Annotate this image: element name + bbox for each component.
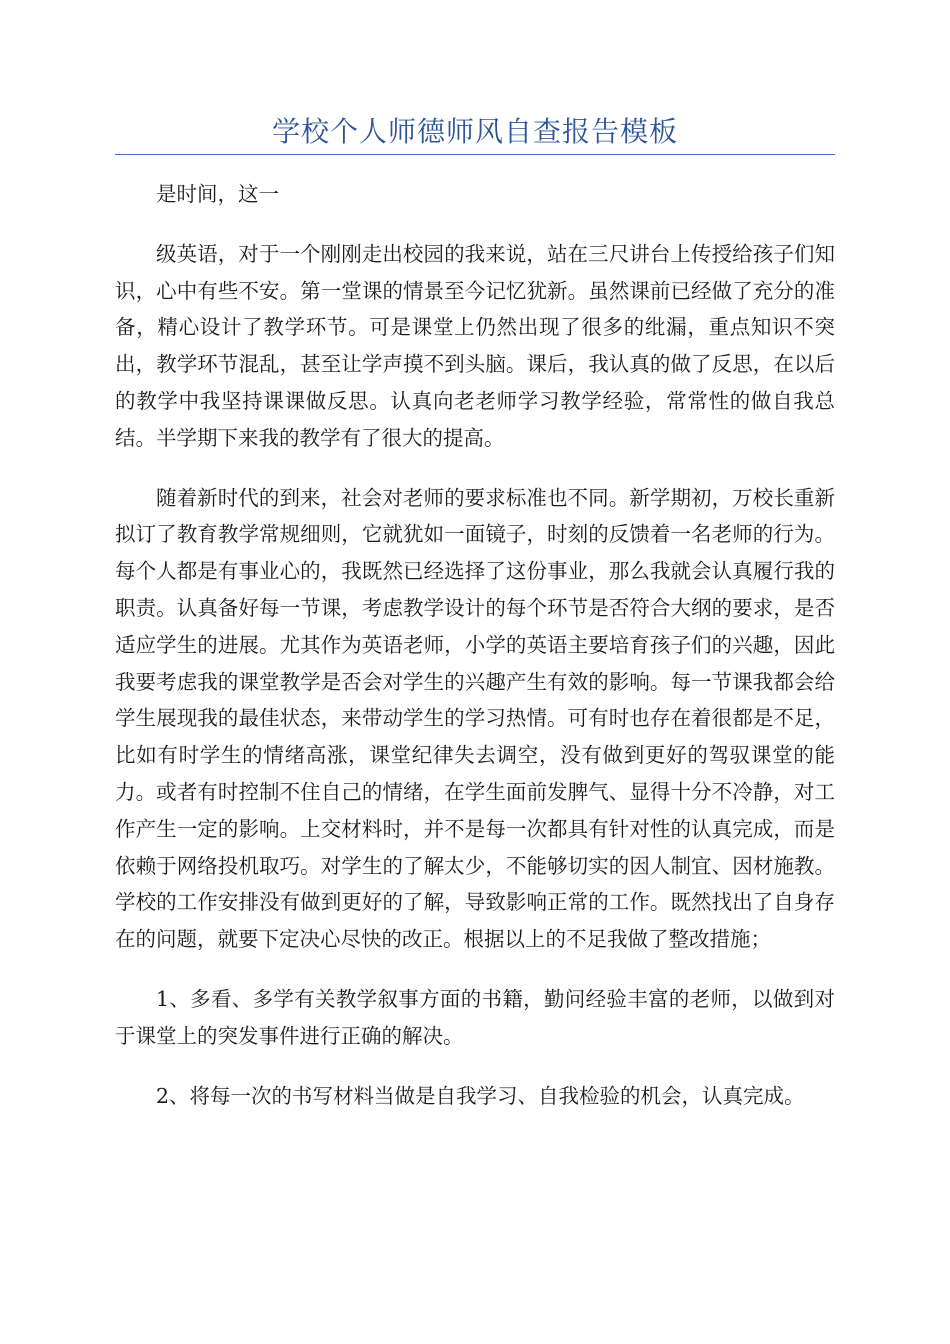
document-body [115, 176, 835, 1137]
paragraph-intro: 是时间，这一 [156, 182, 279, 206]
paragraph-self-review: 随着新时代的到来，社会对老师的要求标准也不同。新学期初，万校长重新拟订了教育教学常规细则，它就犹如一面镜子，时刻的反馈着一名老师的行为。每个人都是有事业心的，我既然已经选择了这份事业，那么我就会认真履行我的职责。认真备好每一节课，考虑教学设计的每个环节是否符合大纲的要求，是否适应学生的进展。尤其作为英语老师，小学的英语主要培育孩子们的兴趣，因此我要考虑我的课堂教学是否会对学生的兴趣产生有效的影响。每一节课我都会给学生展现我的最佳状态，来带动学生的学习热情。可有时也存在着很都是不足，比如有时学生的情绪高涨，课堂纪律失去调空，没有做到更好的驾驭课堂的能力。或者有时控制不住自己的情绪，在学生面前发脾气、显得十分不冷静，对工作产生一定的影响。上交材料时，并不是每一次都具有针对性的认真完成，而是依赖于网络投机取巧。对学生的了解太少，不能够切实的因人制宜、因材施教。学校的工作安排没有做到更好的了解，导致影响正常的工作。既然找出了自身存在的问题，就要下定决心尽快的改正。根据以上的不足我做了整改措施； [115, 485, 835, 952]
paragraph-measure-2: 2、将每一次的书写材料当做是自我学习、自我检验的机会，认真完成。 [156, 1083, 805, 1108]
title-underline [115, 154, 835, 155]
paragraph-teaching-experience: 级英语，对于一个刚刚走出校园的我来说，站在三尺讲台上传授给孩子们知识，心中有些不安。第一堂课的情景至今记忆犹新。虽然课前已经做了充分的准备，精心设计了教学环节。可是课堂上仍然出现了很多的纰漏，重点知识不突出，教学环节混乱，甚至让学声摸不到头脑。课后，我认真的做了反思，在以后的教学中我坚持课课做反思。认真向老老师学习教学经验，常常性的做自我总结。半学期下来我的教学有了很大的提高。 [115, 241, 835, 450]
document-title: 学校个人师德师风自查报告模板 [271, 115, 678, 148]
paragraph-measure-1: 1、多看、多学有关教学叙事方面的书籍，勤问经验丰富的老师，以做到对于课堂上的突发事件进行正确的解决。 [115, 986, 835, 1048]
